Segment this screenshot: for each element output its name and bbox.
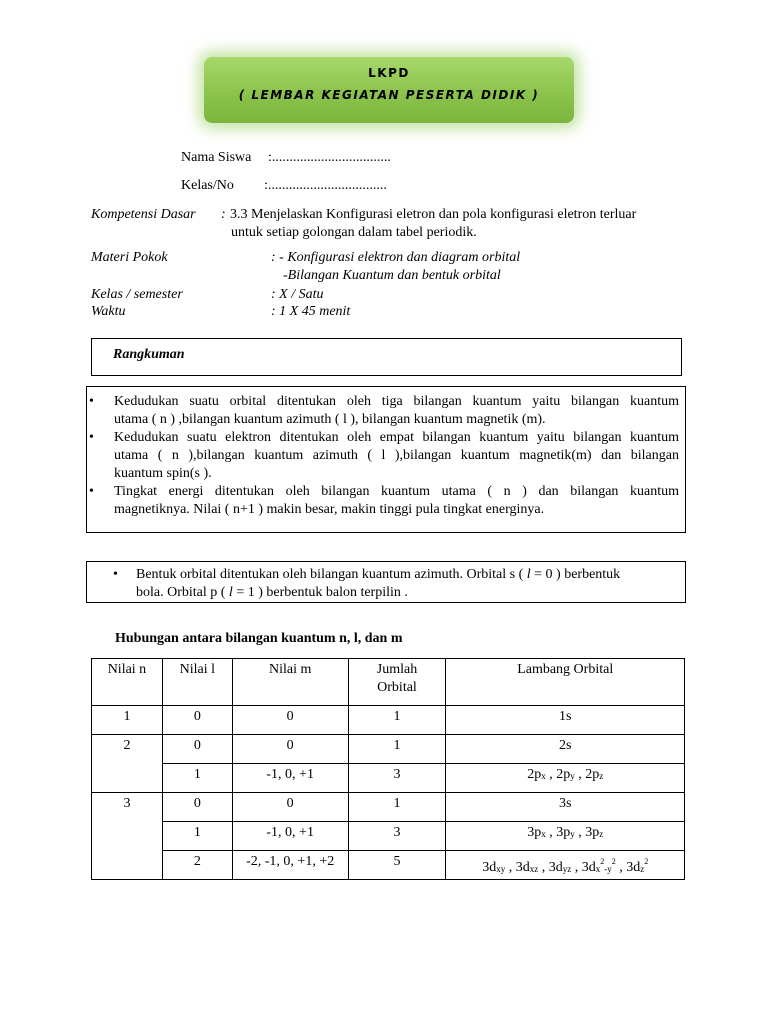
summary-item xyxy=(87,483,679,519)
header-cell: Lambang Orbital xyxy=(446,659,685,706)
table-title: Hubungan antara bilangan kuantum n, l, dan m xyxy=(115,631,403,646)
summary-box xyxy=(86,386,686,533)
cell-m: -2, -1, 0, +1, +2 xyxy=(232,851,348,880)
class-field[interactable]: :.................................. xyxy=(264,178,387,193)
cell-m: 0 xyxy=(232,735,348,764)
materi-text-2: -Bilangan Kuantum dan bentuk orbital xyxy=(283,268,501,283)
table-row xyxy=(92,735,685,764)
cell-m: 0 xyxy=(232,793,348,822)
header-cell: Nilai m xyxy=(232,659,348,706)
name-field[interactable]: :.................................. xyxy=(268,150,391,165)
cell-count: 3 xyxy=(348,764,446,793)
cell-l: 1 xyxy=(162,764,232,793)
cell-n: 2 xyxy=(92,735,163,793)
cell-l: 1 xyxy=(162,822,232,851)
summary-line: Tingkat energi ditentukan oleh bilangan kuantum utama ( n ) dan bilangan kuantum xyxy=(114,484,679,499)
kd-text-1: 3.3 Menjelaskan Konfigurasi eletron dan pola konfigurasi eletron terluar xyxy=(230,207,637,222)
cell-symbol: 1s xyxy=(446,706,685,735)
waktu-value: : 1 X 45 menit xyxy=(271,304,351,319)
bullet-marker: • xyxy=(89,394,94,409)
cell-symbol: 2px , 2py , 2pz xyxy=(446,764,685,793)
summary-item xyxy=(87,393,679,429)
table-header-row xyxy=(92,659,685,706)
cell-l: 0 xyxy=(162,793,232,822)
cell-l: 0 xyxy=(162,735,232,764)
shape-text: Bentuk orbital ditentukan oleh bilangan kuantum azimuth. Orbital s ( l = 0 ) berbentuk bola. Orbital p ( l = 1 ) berbentuk balon terpilin . xyxy=(136,567,621,600)
orbital-shape-box xyxy=(86,561,686,603)
summary-item xyxy=(87,429,679,483)
header-cell: Nilai n xyxy=(92,659,163,706)
materi-label: Materi Pokok xyxy=(91,250,168,265)
kd-label: Kompetensi Dasar xyxy=(91,207,196,222)
cell-n: 1 xyxy=(92,706,163,735)
cell-m: -1, 0, +1 xyxy=(232,822,348,851)
kelas-value: : X / Satu xyxy=(271,287,324,302)
table-row xyxy=(92,851,685,880)
class-label: Kelas/No xyxy=(181,178,234,193)
name-label: Nama Siswa xyxy=(181,150,252,165)
summary-line: Kedudukan suatu elektron ditentukan oleh empat bilangan kuantum yaitu bilangan kuantum xyxy=(114,430,679,445)
cell-l: 2 xyxy=(162,851,232,880)
kd-text-2: untuk setiap golongan dalam tabel periodik. xyxy=(231,225,477,240)
cell-count: 1 xyxy=(348,706,446,735)
header-cell: Jumlah Orbital xyxy=(348,659,446,706)
bullet-marker: • xyxy=(89,430,94,445)
kelas-label: Kelas / semester xyxy=(91,287,183,302)
summary-line: Kedudukan suatu orbital ditentukan oleh tiga bilangan kuantum yaitu bilangan kuantum xyxy=(114,394,679,409)
table-row xyxy=(92,793,685,822)
shape-marker: • xyxy=(113,567,118,582)
quantum-number-table xyxy=(91,658,685,880)
cell-m: -1, 0, +1 xyxy=(232,764,348,793)
lkpd-banner xyxy=(204,57,574,123)
table-row xyxy=(92,822,685,851)
cell-l: 0 xyxy=(162,706,232,735)
summary-line: utama ( n ) ,bilangan kuantum azimuth ( l ), bilangan kuantum magnetik (m). xyxy=(114,412,546,427)
cell-n: 3 xyxy=(92,793,163,880)
bullet-marker: • xyxy=(89,484,94,499)
cell-count: 3 xyxy=(348,822,446,851)
cell-count: 1 xyxy=(348,735,446,764)
cell-symbol: 2s xyxy=(446,735,685,764)
kd-colon: : xyxy=(221,207,226,222)
materi-text-1: : - Konfigurasi elektron dan diagram orbital xyxy=(271,250,521,265)
header-cell: Nilai l xyxy=(162,659,232,706)
summary-line: utama ( n ),bilangan kuantum azimuth ( l ),bilangan kuantum magnetik(m) dan bilangan xyxy=(114,448,679,463)
cell-symbol: 3dxy , 3dxz , 3dyz , $3dx^2-y^2$ , $3dz^2$ xyxy=(446,851,685,880)
banner-subtitle: ( LEMBAR KEGIATAN PESERTA DIDIK ) xyxy=(238,88,540,102)
cell-count: 5 xyxy=(348,851,446,880)
rangkuman-box xyxy=(91,338,682,376)
rangkuman-title: Rangkuman xyxy=(113,347,185,362)
cell-m: 0 xyxy=(232,706,348,735)
table-row xyxy=(92,764,685,793)
cell-symbol: 3s xyxy=(446,793,685,822)
cell-symbol: 3px , 3py , 3pz xyxy=(446,822,685,851)
summary-line: magnetiknya. Nilai ( n+1 ) makin besar, makin tinggi pula tingkat energinya. xyxy=(114,502,545,517)
waktu-label: Waktu xyxy=(91,304,126,319)
summary-line: kuantum spin(s ). xyxy=(114,466,212,481)
cell-count: 1 xyxy=(348,793,446,822)
table-row xyxy=(92,706,685,735)
banner-title: LKPD xyxy=(368,66,410,80)
